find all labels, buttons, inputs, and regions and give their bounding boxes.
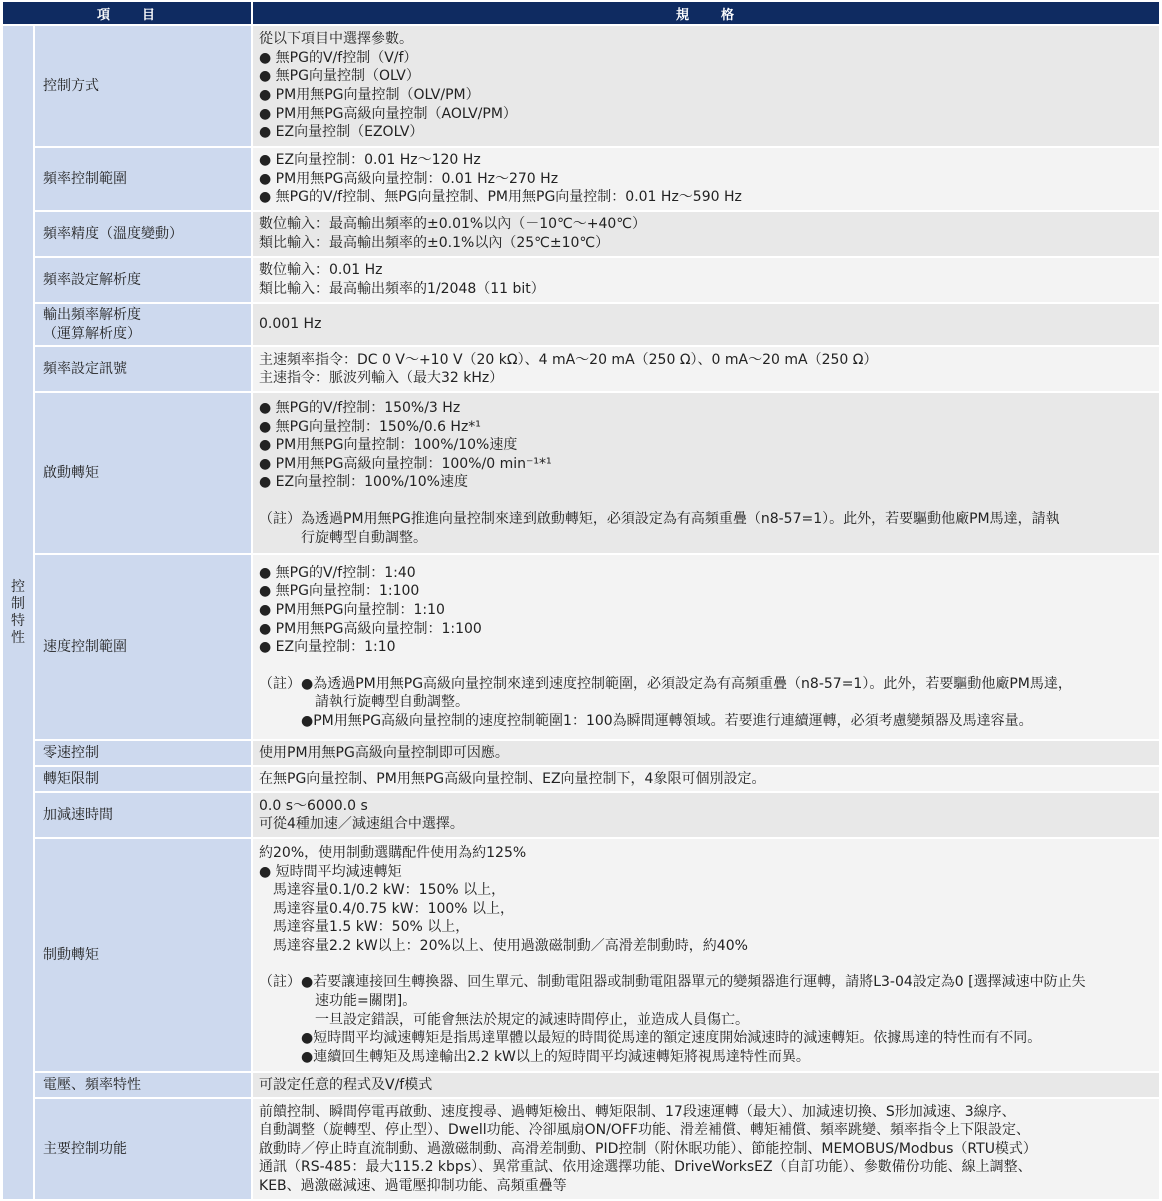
row-spec <box>253 555 1159 739</box>
spec-line: 啟動時／停止時直流制動、過激磁制動、高滑差制動、PID控制（附休眠功能）、節能控制、MEMOBUS/Modbus（RTU模式） <box>259 1140 1037 1157</box>
spec-line: 數位輸入：0.01 Hz <box>259 262 383 279</box>
table-row <box>3 212 1159 256</box>
spec-line: 數位輸入：最高輸出頻率的±0.01%以內（－10℃～+40℃） <box>259 216 647 233</box>
spec-line: 從以下項目中選擇參數。 <box>259 31 414 48</box>
spec-line: 自動調整（旋轉型、停止型）、Dwell功能、冷卻風扇ON/OFF功能、滑差補償、轉矩補償、頻率跳變、頻率指令上下限設定、 <box>259 1122 1030 1139</box>
spec-gap <box>259 657 1153 675</box>
row-spec <box>253 148 1159 210</box>
item-label: 頻率設定訊號 <box>43 360 127 377</box>
spec-line: ● 無PG的V/f控制：150%/3 Hz <box>259 400 461 417</box>
spec-table <box>1 0 1161 1201</box>
spec-line: 馬達容量1.5 kW：50% 以上， <box>259 919 470 936</box>
spec-line: ● 無PG向量控制：150%/0.6 Hz*¹ <box>259 418 481 435</box>
item-label: 頻率精度（溫度變動） <box>43 225 183 242</box>
spec-gap <box>259 492 1153 510</box>
spec-line: 在無PG向量控制、PM用無PG高級向量控制、EZ向量控制下，4象限可個別設定。 <box>259 770 766 787</box>
spec-line: ● 無PG的V/f控制（V/f） <box>259 49 418 66</box>
row-item <box>35 347 251 391</box>
spec-line: ●連續回生轉矩及馬達輸出2.2 kW以上的短時間平均減速轉矩將視馬達特性而異。 <box>259 1048 810 1065</box>
spec-line: 行旋轉型自動調整。 <box>259 529 428 546</box>
row-item <box>35 741 251 765</box>
table-row <box>3 26 1159 146</box>
row-item <box>35 393 251 553</box>
header-item: 項 目 <box>3 2 251 24</box>
spec-line: ● PM用無PG高級向量控制：1:100 <box>259 620 482 637</box>
spec-line: ●PM用無PG高級向量控制的速度控制範圍1：100為瞬間運轉領域。若要進行連續運轉，必須考慮變頻器及馬達容量。 <box>259 712 1033 729</box>
row-item <box>35 555 251 739</box>
item-label: 加減速時間 <box>43 806 113 823</box>
spec-line: ● EZ向量控制（EZOLV） <box>259 124 424 141</box>
row-spec <box>253 347 1159 391</box>
spec-line: 類比輸入：最高輸出頻率的1/2048（11 bit） <box>259 281 545 297</box>
row-item <box>35 839 251 1071</box>
spec-line: ● PM用無PG高級向量控制：0.01 Hz～270 Hz <box>259 170 559 187</box>
row-item <box>35 767 251 791</box>
item-label: 零速控制 <box>43 744 99 761</box>
spec-line: ● EZ向量控制：0.01 Hz～120 Hz <box>259 152 481 169</box>
spec-line: 前饋控制、瞬間停電再啟動、速度搜尋、過轉矩檢出、轉矩限制、17段速運轉（最大）、加減速切換、S形加減速、3線序、 <box>259 1103 1016 1120</box>
spec-line: 請執行旋轉型自動調整。 <box>259 694 470 711</box>
row-spec <box>253 767 1159 791</box>
spec-line: ●短時間平均減速轉矩是指馬達單體以最短的時間從馬達的額定速度開始減速時的減速轉矩。依據馬達的特性而有不同。 <box>259 1030 1042 1047</box>
table-body <box>3 26 1159 1199</box>
spec-line: 使用PM用無PG高級向量控制即可因應。 <box>259 744 509 761</box>
table-row <box>3 258 1159 302</box>
row-spec <box>253 258 1159 302</box>
item-label: 輸出頻率解析度 <box>43 307 141 323</box>
table-row <box>3 393 1159 553</box>
spec-line: ● EZ向量控制：100%/10%速度 <box>259 474 468 491</box>
item-label: 速度控制範圍 <box>43 638 127 655</box>
spec-line: 馬達容量0.4/0.75 kW：100% 以上， <box>259 900 515 917</box>
spec-line: ● PM用無PG向量控制：1:10 <box>259 602 445 618</box>
spec-line: ● PM用無PG向量控制（OLV/PM） <box>259 87 480 103</box>
spec-line: ● EZ向量控制：1:10 <box>259 639 396 656</box>
spec-line: （註）為透過PM用無PG推進向量控制來達到啟動轉矩，必須設定為有高頻重疊（n8-57=1）。此外，若要驅動他廠PM馬達，請執 <box>259 511 1060 528</box>
spec-line: 主速頻率指令：DC 0 V～+10 V（20 kΩ）、4 mA～20 mA（250 Ω）、0 mA～20 mA（250 Ω） <box>259 351 878 368</box>
item-label: 頻率設定解析度 <box>43 271 141 288</box>
spec-line: ● 無PG的V/f控制、無PG向量控制、PM用無PG向量控制：0.01 Hz～590 Hz <box>259 189 742 206</box>
item-label: 控制方式 <box>43 77 99 94</box>
spec-line: 通訊（RS-485：最大115.2 kbps）、異常重試、依用途選擇功能、DriveWorksEZ（自訂功能）、參數備份功能、線上調整、 <box>259 1159 1032 1176</box>
spec-line: ● PM用無PG高級向量控制（AOLV/PM） <box>259 105 517 122</box>
spec-line: （註）●若要讓連接回生轉換器、回生單元、制動電阻器或制動電阻器單元的變頻器進行運轉，請將L3-04設定為0 [選擇減速中防止失 <box>259 974 1086 991</box>
row-item <box>35 793 251 837</box>
spec-line: 速功能=關閉]。 <box>259 993 417 1010</box>
item-label: 啟動轉矩 <box>43 464 99 481</box>
table-row <box>3 304 1159 345</box>
table-row <box>3 839 1159 1071</box>
row-spec <box>253 793 1159 837</box>
item-label: 主要控制功能 <box>43 1140 127 1157</box>
spec-line: ● PM用無PG向量控制：100%/10%速度 <box>259 437 518 454</box>
table-row <box>3 1073 1159 1097</box>
spec-line: ● 無PG向量控制：1:100 <box>259 583 420 600</box>
row-spec <box>253 26 1159 146</box>
item-label: 制動轉矩 <box>43 946 99 963</box>
row-spec <box>253 1099 1159 1199</box>
row-spec <box>253 393 1159 553</box>
row-spec <box>253 212 1159 256</box>
spec-line: 類比輸入：最高輸出頻率的±0.1%以內（25℃±10℃） <box>259 235 610 251</box>
table-row <box>3 347 1159 391</box>
row-spec <box>253 1073 1159 1097</box>
category-char: 特 <box>11 612 25 629</box>
item-label: （運算解析度） <box>43 325 141 342</box>
row-item <box>35 1099 251 1199</box>
category-char: 性 <box>11 629 25 646</box>
spec-line: ● 無PG的V/f控制：1:40 <box>259 564 416 581</box>
row-spec <box>253 741 1159 765</box>
category-char: 控 <box>11 578 25 595</box>
item-label: 頻率控制範圍 <box>43 170 127 187</box>
category-char: 制 <box>11 595 25 612</box>
row-item <box>35 212 251 256</box>
spec-line: 0.001 Hz <box>259 316 322 333</box>
row-spec <box>253 304 1159 345</box>
category-label <box>3 26 33 1199</box>
spec-line: 約20%，使用制動選購配件使用為約125% <box>259 844 527 861</box>
spec-line: 可從4種加速／減速組合中選擇。 <box>259 816 464 833</box>
spec-line: ● PM用無PG高級向量控制：100%/0 min⁻¹*¹ <box>259 455 552 472</box>
table-row <box>3 767 1159 791</box>
table-row <box>3 148 1159 210</box>
item-label: 電壓、頻率特性 <box>43 1076 141 1093</box>
table-header <box>3 2 1159 24</box>
table-row <box>3 793 1159 837</box>
spec-line: 一旦設定錯誤，可能會無法於規定的減速時間停止，並造成人員傷亡。 <box>259 1011 750 1028</box>
item-label: 轉矩限制 <box>43 770 99 787</box>
spec-line: 馬達容量2.2 kW以上：20%以上、使用過激磁制動／高滑差制動時，約40% <box>259 937 748 954</box>
table-row <box>3 555 1159 739</box>
row-item <box>35 304 251 345</box>
row-item <box>35 26 251 146</box>
row-spec <box>253 839 1159 1071</box>
spec-line: ● 短時間平均減速轉矩 <box>259 863 402 880</box>
spec-line: （註）●為透過PM用無PG高級向量控制來達到速度控制範圍，必須設定為有高頻重疊（n8-57=1）。此外，若要驅動他廠PM馬達， <box>259 675 1072 692</box>
spec-line: 馬達容量0.1/0.2 kW：150% 以上， <box>259 882 506 899</box>
spec-line: 0.0 s～6000.0 s <box>259 797 368 814</box>
row-item <box>35 1073 251 1097</box>
spec-line: ● 無PG向量控制（OLV） <box>259 68 420 85</box>
row-item <box>35 148 251 210</box>
table-row <box>3 741 1159 765</box>
spec-line: 可設定任意的程式及V/f模式 <box>259 1076 433 1093</box>
spec-line: 主速指令：脈波列輸入（最大32 kHz） <box>259 370 504 387</box>
header-spec: 規 格 <box>253 2 1159 24</box>
table-row <box>3 1099 1159 1199</box>
spec-line: KEB、過激磁減速、過電壓抑制功能、高頻重疊等 <box>259 1178 567 1195</box>
row-item <box>35 258 251 302</box>
spec-gap <box>259 955 1153 973</box>
